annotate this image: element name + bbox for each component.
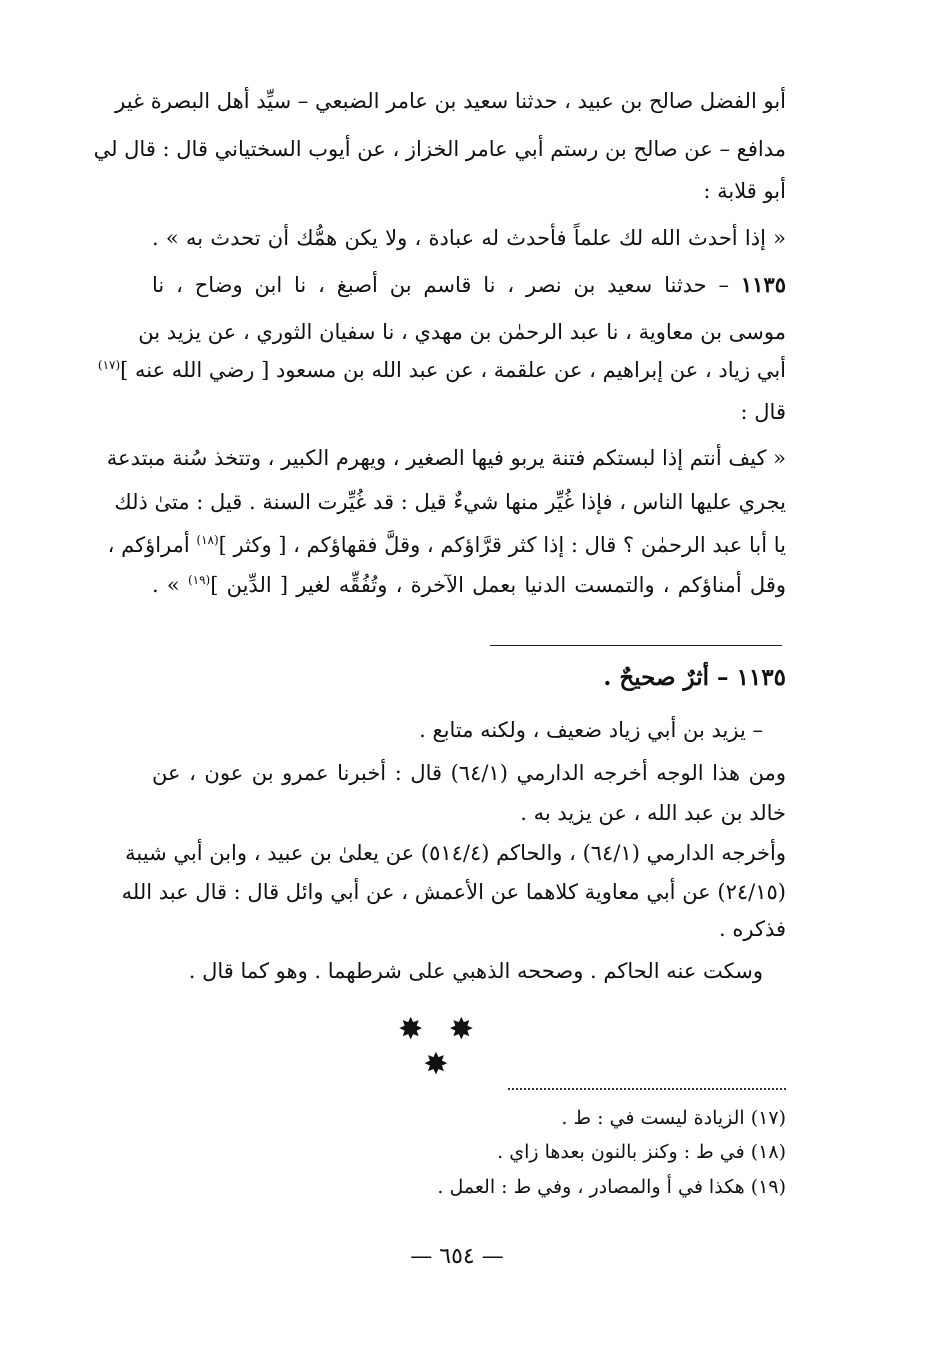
commentary-title: – أثرٌ صحيحٌ . — [603, 664, 729, 691]
hadith-line — [97, 355, 786, 385]
hadith-number: ١١٣٥ — [740, 272, 786, 297]
footnote: (١٧) الزيادة ليست في : ط . — [561, 1107, 786, 1129]
hadith-line-text: أبي زياد ، عن إبراهيم ، عن علقمة ، عن عبد الله بن مسعود [ رضي الله عنه ] — [120, 358, 786, 382]
commentary-number: ١١٣٥ — [736, 664, 786, 691]
hadith-line: يجري عليها الناس ، فإذا غُيِّر منها شيءٌ قيل : قد غُيِّرت السنة . قيل : متىٰ ذلك — [114, 490, 786, 514]
commentary-line: ومن هذا الوجه أخرجه الدارمي (٦٤/١) قال : أخبرنا عمرو بن عون ، عن — [152, 761, 786, 785]
section-divider — [490, 645, 782, 646]
commentary-heading — [152, 663, 786, 693]
commentary-line: فذكره . — [719, 917, 786, 941]
hadith-line-text: أمراؤكم ، — [107, 533, 190, 557]
hadith-text: – حدثنا سعيد بن نصر ، نا قاسم بن أصبغ ، نا ابن وضاح ، نا — [152, 273, 730, 297]
commentary-line: خالد بن عبد الله ، عن يزيد به . — [520, 801, 786, 825]
hadith-line-text: » . — [152, 573, 180, 597]
commentary-line: – يزيد بن أبي زياد ضعيف ، ولكنه متابع . — [419, 718, 763, 742]
hadith-line-text: وقل أمناؤكم ، والتمست الدنيا بعمل الآخرة ، وتُفُقِّه لغير [ الدِّين ] — [210, 573, 786, 597]
body-line: أبو الفضل صالح بن عبيد ، حدثنا سعيد بن عامر الضبعي – سيِّد أهل البصرة غير — [115, 89, 786, 113]
footnote-separator — [508, 1088, 786, 1090]
footnote-ref: (١٨) — [196, 533, 219, 547]
quote-line: « إذا أحدث الله لك علماً فأحدث له عبادة ، ولا يكن همُّك أن تحدث به » . — [152, 226, 786, 250]
hadith-line — [107, 530, 786, 560]
hadith-line: « كيف أنتم إذا لبستكم فتنة يربو فيها الصغير ، ويهرم الكبير ، وتتخذ سُنة مبتدعة — [106, 446, 786, 470]
commentary-line: وسكت عنه الحاكم . وصححه الذهبي على شرطهما . وهو كما قال . — [188, 959, 763, 983]
separator-stars: ✸ ✸ ✸ — [398, 1012, 482, 1082]
page-number: — ٦٥٤ — — [410, 1244, 504, 1269]
body-line: أبو قلابة : — [703, 179, 786, 203]
hadith-line: موسى بن معاوية ، نا عبد الرحمٰن بن مهدي ، نا سفيان الثوري ، عن يزيد بن — [138, 320, 786, 344]
commentary-line: (٢٤/١٥) عن أبي معاوية كلاهما عن الأعمش ، عن أبي وائل قال : قال عبد الله — [121, 880, 786, 904]
hadith-line — [152, 570, 786, 600]
hadith-first-line — [152, 270, 786, 300]
body-line: مدافع – عن صالح بن رستم أبي عامر الخزاز ، عن أيوب السختياني قال : قال لي — [93, 137, 786, 161]
footnote: (١٨) في ط : وكنز بالنون بعدها زاي . — [497, 1141, 786, 1163]
commentary-line: وأخرجه الدارمي (٦٤/١) ، والحاكم (٥١٤/٤) عن يعلىٰ بن عبيد ، وابن أبي شيبة — [125, 841, 786, 865]
footnote-ref: (١٧) — [97, 358, 121, 372]
hadith-line: قال : — [740, 400, 786, 424]
footnote: (١٩) هكذا في أ والمصادر ، وفي ط : العمل . — [437, 1176, 786, 1198]
footnote-ref: (١٩) — [187, 573, 211, 587]
hadith-line-text: يا أبا عبد الرحمٰن ؟ قال : إذا كثر قرَّاؤكم ، وقلَّ فقهاؤكم ، [ وكثر ] — [218, 533, 786, 557]
